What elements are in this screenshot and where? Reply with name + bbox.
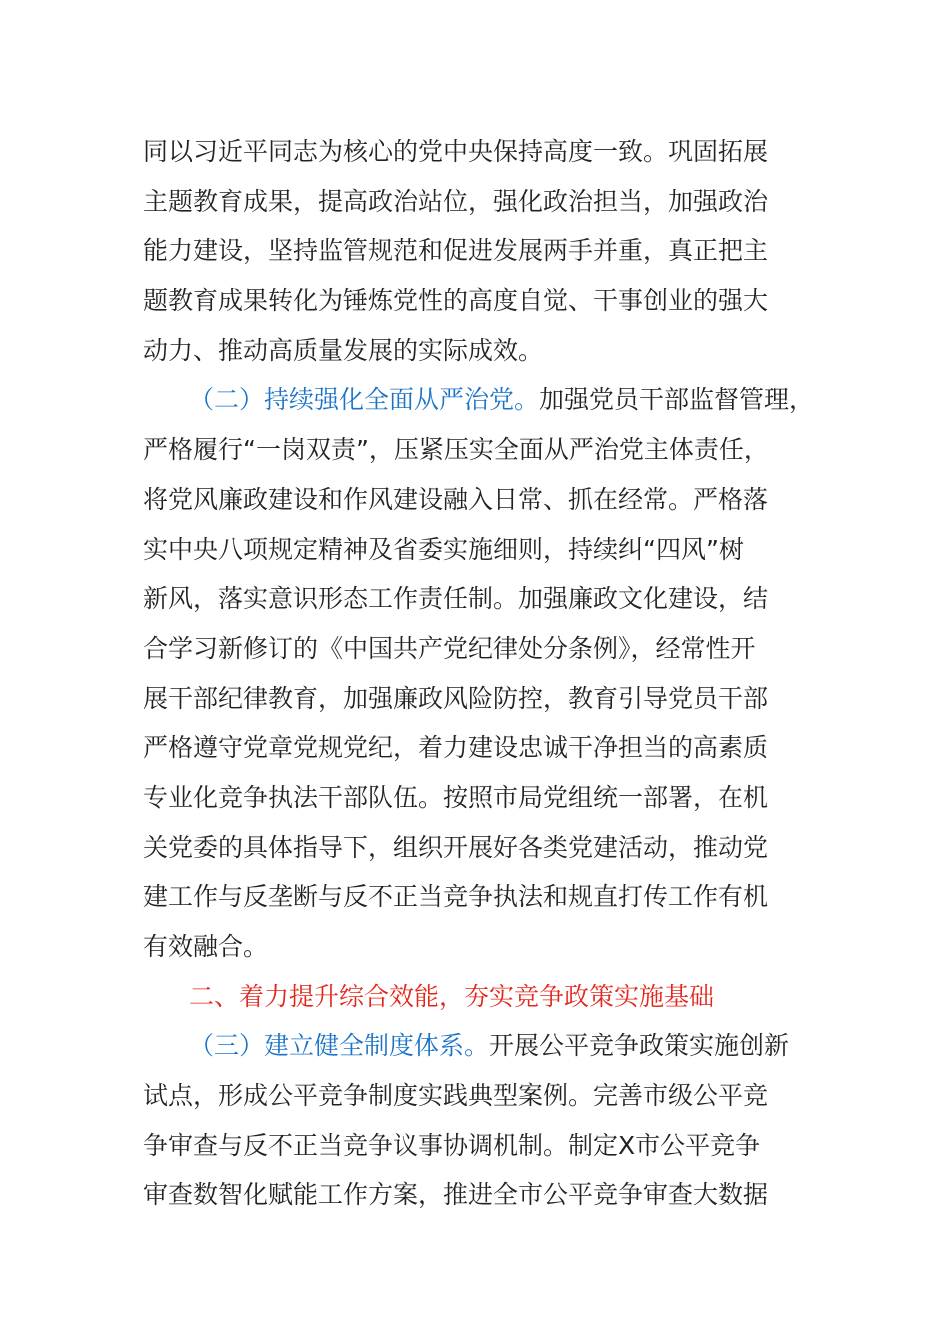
text-line: 实中央八项规定精神及省委实施细则，持续纠“四风”树: [143, 534, 744, 564]
body-text: [143, 127, 815, 1220]
text-line: 新风，落实意识形态工作责任制。加强廉政文化建设，结: [143, 584, 769, 614]
section-heading: 二、着力提升综合效能，夯实竞争政策实施基础: [189, 981, 715, 1011]
text-line: 建工作与反垄断与反不正当竞争执法和规直打传工作有机: [143, 882, 769, 912]
text-line: 专业化竞争执法干部队伍。按照市局党组统一部署，在机: [143, 782, 769, 812]
text-line: 同以习近平同志为核心的党中央保持高度一致。巩固拓展: [143, 137, 769, 166]
text-line: 有效融合。: [143, 932, 269, 961]
text-line: 审查数智化赋能工作方案，推进全市公平竞争审查大数据: [143, 1180, 769, 1210]
text-line: 能力建设，坚持监管规范和促进发展两手并重，真正把主: [143, 236, 769, 266]
text-run: 开展公平竞争政策实施创新: [489, 1031, 790, 1061]
text-line: 严格履行“一岗双责”，压紧压实全面从严治党主体责任，: [143, 435, 769, 465]
text-line: 展干部纪律教育，加强廉政风险防控，教育引导党员干部: [143, 683, 769, 713]
paragraph-start: [143, 1021, 808, 1071]
text-line: 试点，形成公平竞争制度实践典型案例。完善市级公平竞: [143, 1081, 769, 1111]
text-line: 主题教育成果，提高政治站位，强化政治担当，加强政治: [143, 186, 769, 216]
text-line: 合学习新修订的《中国共产党纪律处分条例》，经常性开: [143, 633, 756, 663]
text-line: 争审查与反不正当竞争议事协调机制。制定X市公平竞争: [143, 1130, 761, 1160]
text-run: 加强党员干部监督管理，: [539, 385, 815, 415]
text-line: 题教育成果转化为锤炼党性的高度自觉、干事创业的强大: [143, 286, 769, 316]
text-line: 将党风廉政建设和作风建设融入日常、抓在经常。严格落: [143, 484, 769, 514]
subheading-2: （二）持续强化全面从严治党。: [189, 385, 540, 415]
text-line: 动力、推动高质量发展的实际成效。: [143, 335, 544, 365]
text-line: 严格遵守党章党规党纪，着力建设忠诚干净担当的高素质: [143, 733, 769, 763]
subheading-3: （三）建立健全制度体系。: [189, 1031, 490, 1061]
text-line: 关党委的具体指导下，组织开展好各类党建活动，推动党: [143, 832, 769, 862]
paragraph-start: [143, 375, 815, 425]
